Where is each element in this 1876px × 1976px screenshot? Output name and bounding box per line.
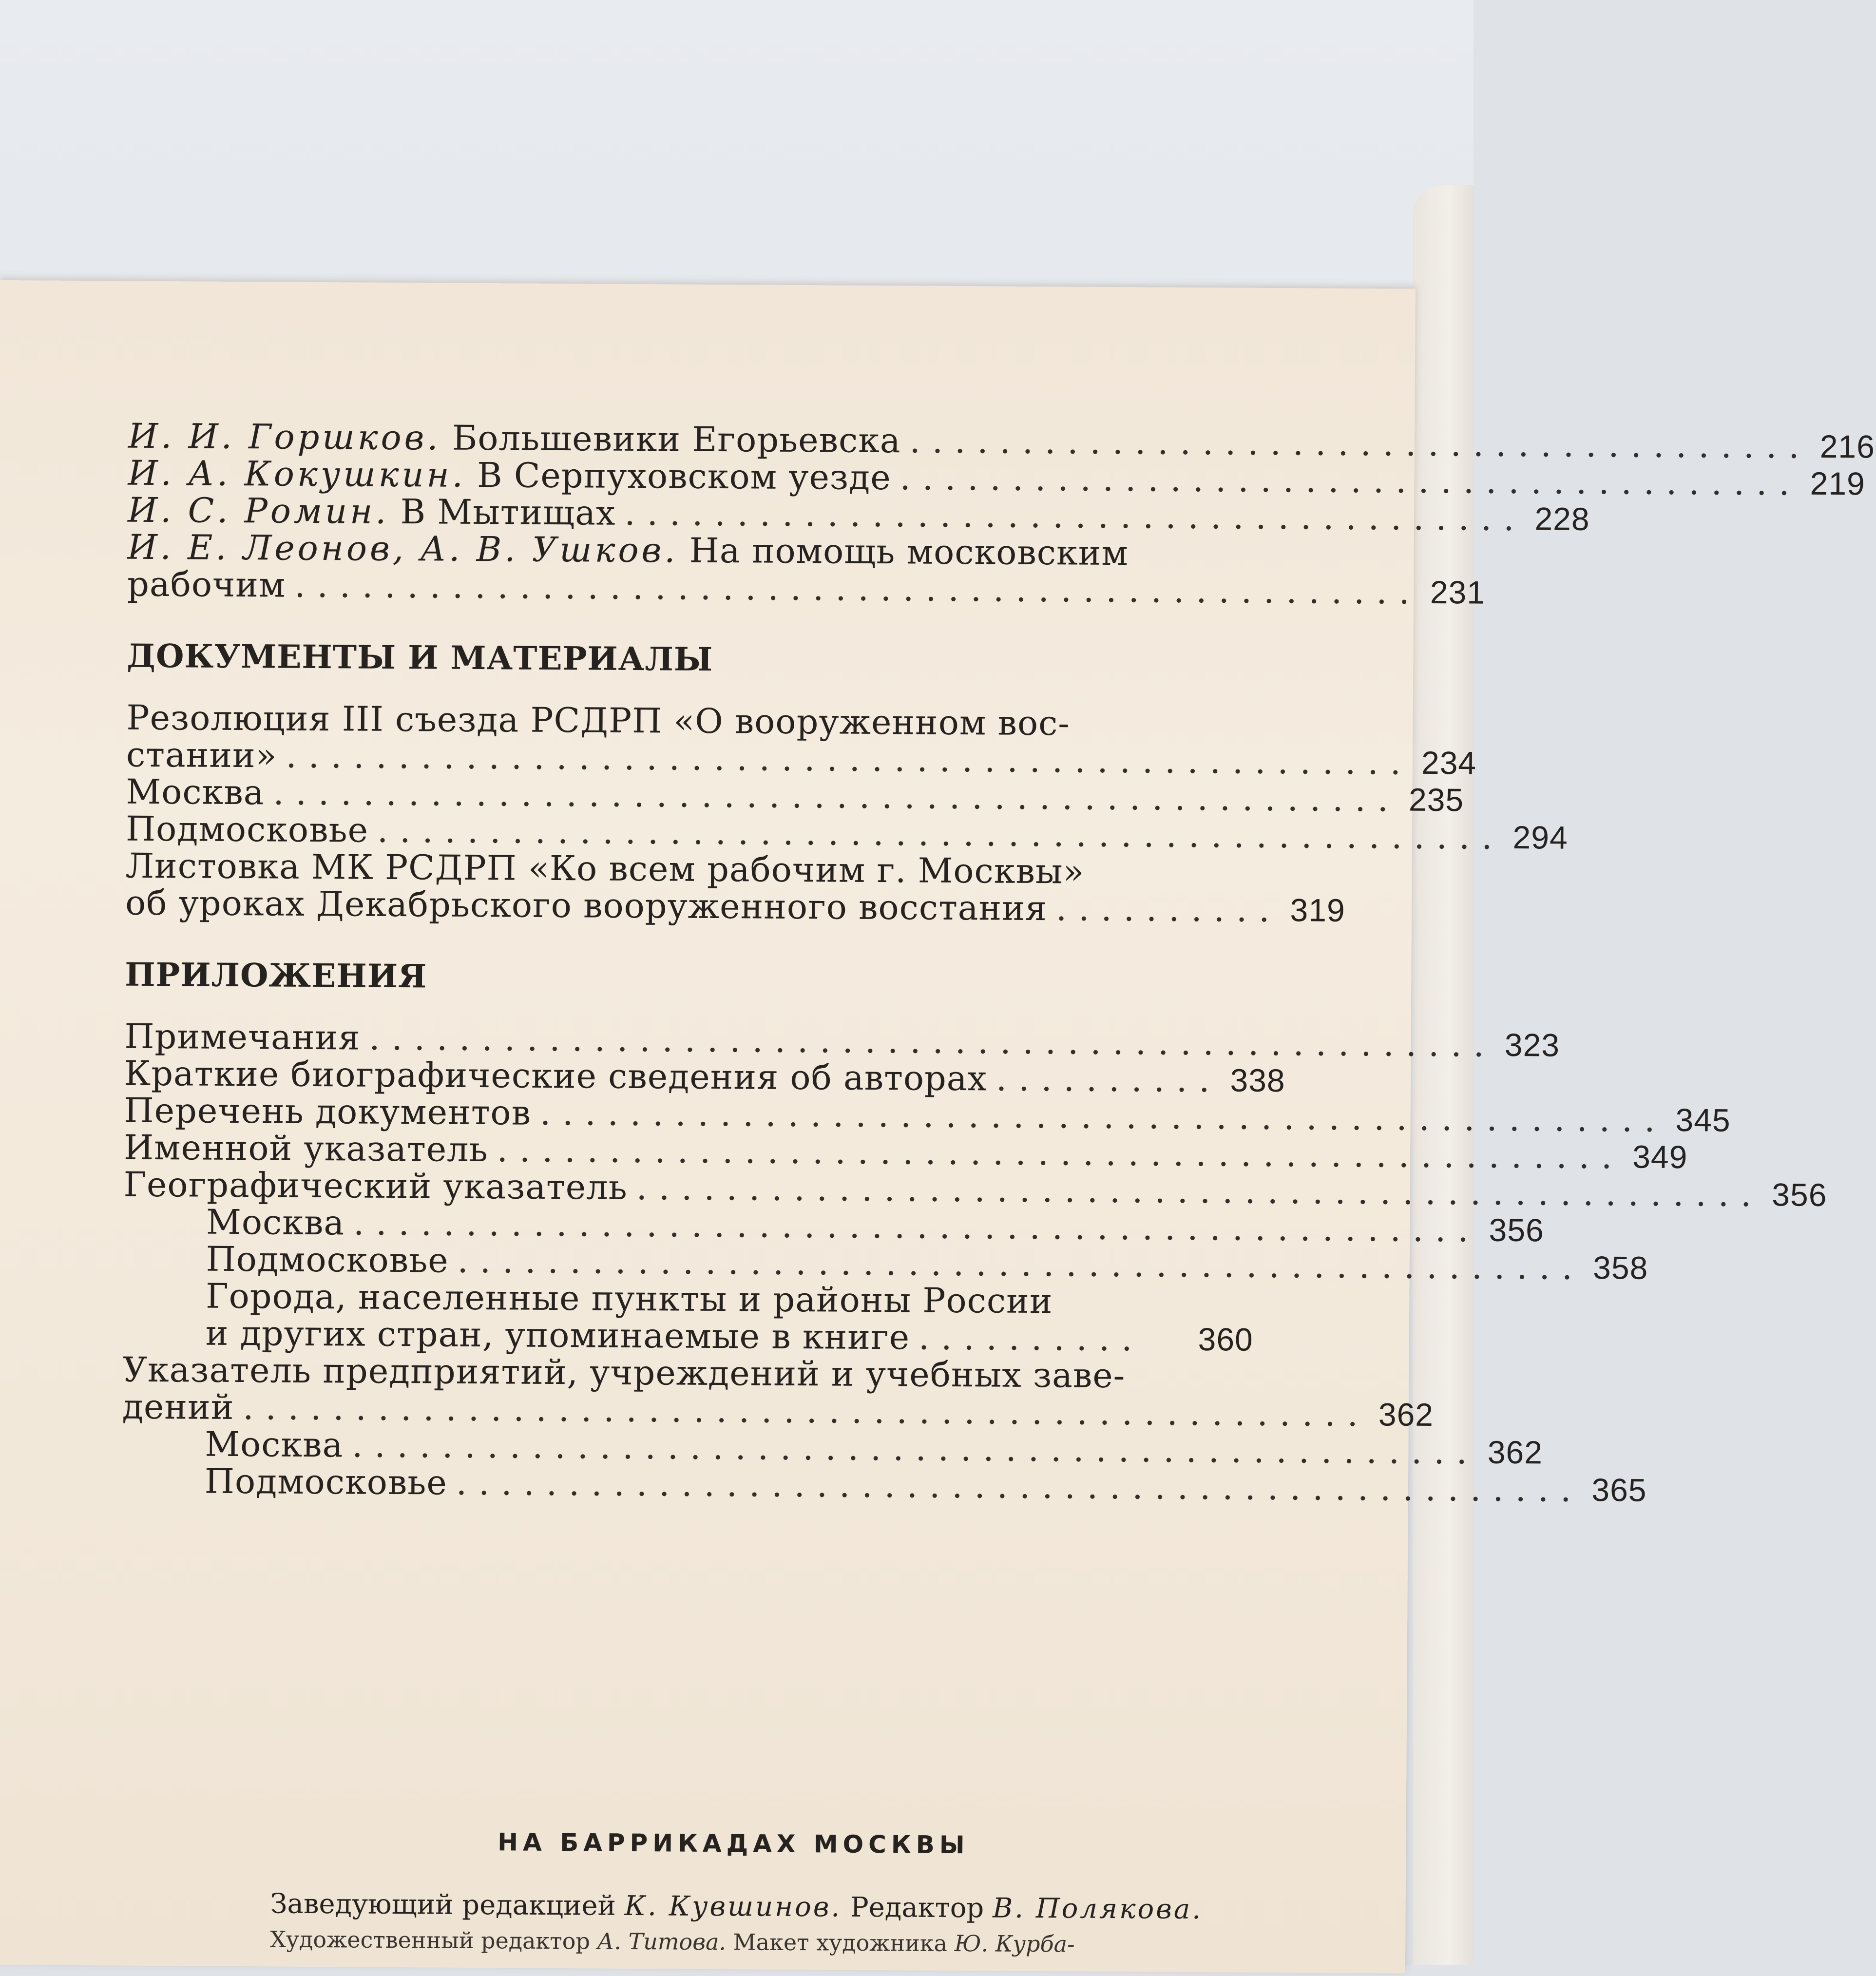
entry-title: Резолюция III съезда РСДРП «О вооруженном вос- [126, 697, 1071, 744]
credit-name: В. Полякова. [992, 1892, 1203, 1926]
book-title: НА БАРРИКАДАХ МОСКВЫ [498, 1828, 970, 1860]
toc-subentry [123, 1277, 1254, 1358]
entry-page: 356 [1772, 1176, 1827, 1213]
leader-dots: ........................................ [900, 458, 1801, 503]
entry-title: Краткие биографические сведения об авторах [124, 1053, 988, 1099]
entry-title-cont: и других стран, упоминаемые в книге [205, 1313, 910, 1358]
entry-page: 235 [1408, 781, 1464, 818]
leader-dots: .................................................. [352, 1425, 1479, 1472]
entry-page: 349 [1632, 1138, 1688, 1175]
entry-author: И. С. Ромин. [127, 490, 389, 532]
entry-title: На помощь московским [689, 530, 1129, 574]
credit-role: Художественный редактор [270, 1926, 591, 1955]
leader-dots: .................................................. [456, 1462, 1583, 1510]
entry-title-cont: стании» [126, 734, 277, 776]
entry-author: И. И. Горшков. [128, 416, 441, 458]
entry-title: Именной указатель [123, 1127, 488, 1170]
leader-dots: ........................................ [909, 421, 1811, 466]
entry-title: Указатель предприятий, учреждений и учебных заве- [122, 1349, 1126, 1396]
entry-title: Географический указатель [123, 1164, 628, 1208]
entry-page: 228 [1534, 500, 1590, 537]
entry-page: 323 [1504, 1026, 1560, 1063]
section-heading-documents: ДОКУМЕНТЫ И МАТЕРИАЛЫ [127, 636, 713, 678]
toc-entry [127, 527, 1486, 612]
entry-title: Примечания [124, 1016, 361, 1058]
entry-page: 234 [1421, 744, 1477, 781]
leader-dots: .................................................. [457, 1240, 1585, 1287]
leader-dots: .................................................. [369, 1017, 1496, 1065]
entry-title: Подмосковье [125, 808, 369, 850]
entry-page: 294 [1512, 819, 1568, 856]
colophon [270, 1826, 1294, 1960]
entry-title: Листовка МК РСДРП «Ко всем рабочим г. Москвы» [125, 845, 1085, 892]
credit-name: Ю. Курба- [954, 1930, 1075, 1957]
toc-entry [125, 845, 1345, 930]
entry-page: 216 [1819, 428, 1876, 465]
entry-title: Москва [206, 1202, 345, 1243]
section-heading-appendix: ПРИЛОЖЕНИЯ [125, 955, 427, 996]
entry-title: Москва [126, 771, 265, 813]
entry-author: И. Е. Леонов, А. В. Ушков. [127, 527, 678, 571]
credit-role: Макет художника [733, 1929, 948, 1957]
entry-page: 338 [1230, 1062, 1285, 1099]
entry-page: 319 [1290, 892, 1345, 928]
entry-title: Перечень документов [124, 1090, 532, 1133]
entry-title: Москва [205, 1424, 344, 1465]
leader-dots: .................................................. [636, 1168, 1763, 1215]
leader-dots: .................................................. [294, 565, 1422, 612]
leader-dots: .................................................. [286, 735, 1413, 783]
colophon-line [270, 1884, 1293, 1930]
entry-title-cont: об уроках Декабрьского вооруженного восстания [125, 882, 1048, 929]
entry-title: Города, населенные пункты и районы России [206, 1276, 1053, 1322]
toc-entry [122, 1349, 1434, 1435]
credit-name: К. Кувшинов. [624, 1890, 842, 1923]
entry-page: 360 [1198, 1321, 1253, 1358]
entry-title: Большевики Егорьевска [452, 418, 901, 461]
entry-page: 345 [1675, 1102, 1731, 1138]
leader-dots: .......... [995, 1058, 1222, 1100]
leader-dots: .................................................. [539, 1093, 1667, 1140]
book-page [0, 280, 1876, 1974]
credit-role: Заведующий редакцией [270, 1888, 616, 1922]
entry-title-cont: дений [122, 1386, 234, 1427]
leader-dots: .................................................. [243, 1387, 1370, 1435]
entry-page: 219 [1810, 465, 1866, 502]
entry-page: 362 [1378, 1396, 1434, 1433]
table-of-contents [122, 416, 1876, 1510]
leader-dots: .......... [918, 1317, 1144, 1359]
entry-title: В Серпуховском уезде [477, 455, 891, 498]
leader-dots: .......... [1055, 888, 1282, 930]
toc-entry [126, 697, 1477, 783]
entry-title: Подмосковье [206, 1239, 449, 1281]
entry-page: 356 [1489, 1211, 1544, 1248]
entry-page: 365 [1591, 1472, 1647, 1508]
leader-dots: .................................................. [497, 1130, 1624, 1177]
leader-dots: .................................................. [377, 810, 1504, 857]
entry-page: 231 [1430, 574, 1486, 611]
entry-page: 362 [1487, 1434, 1543, 1471]
leader-dots: .................................................. [353, 1203, 1480, 1250]
entry-title: В Мытищах [400, 492, 616, 533]
entry-title: Подмосковье [204, 1461, 448, 1503]
credit-role: Редактор [850, 1891, 984, 1924]
leader-dots: ........................................ [624, 493, 1526, 539]
toc-subentry [122, 1461, 1647, 1510]
entry-page: 358 [1592, 1249, 1648, 1286]
leader-dots: .................................................. [273, 772, 1400, 820]
entry-author: И. А. Кокушкин. [128, 453, 466, 495]
colophon-line [270, 1924, 1293, 1960]
credit-name: А. Титова. [597, 1928, 727, 1956]
entry-title-cont: рабочим [127, 564, 286, 605]
